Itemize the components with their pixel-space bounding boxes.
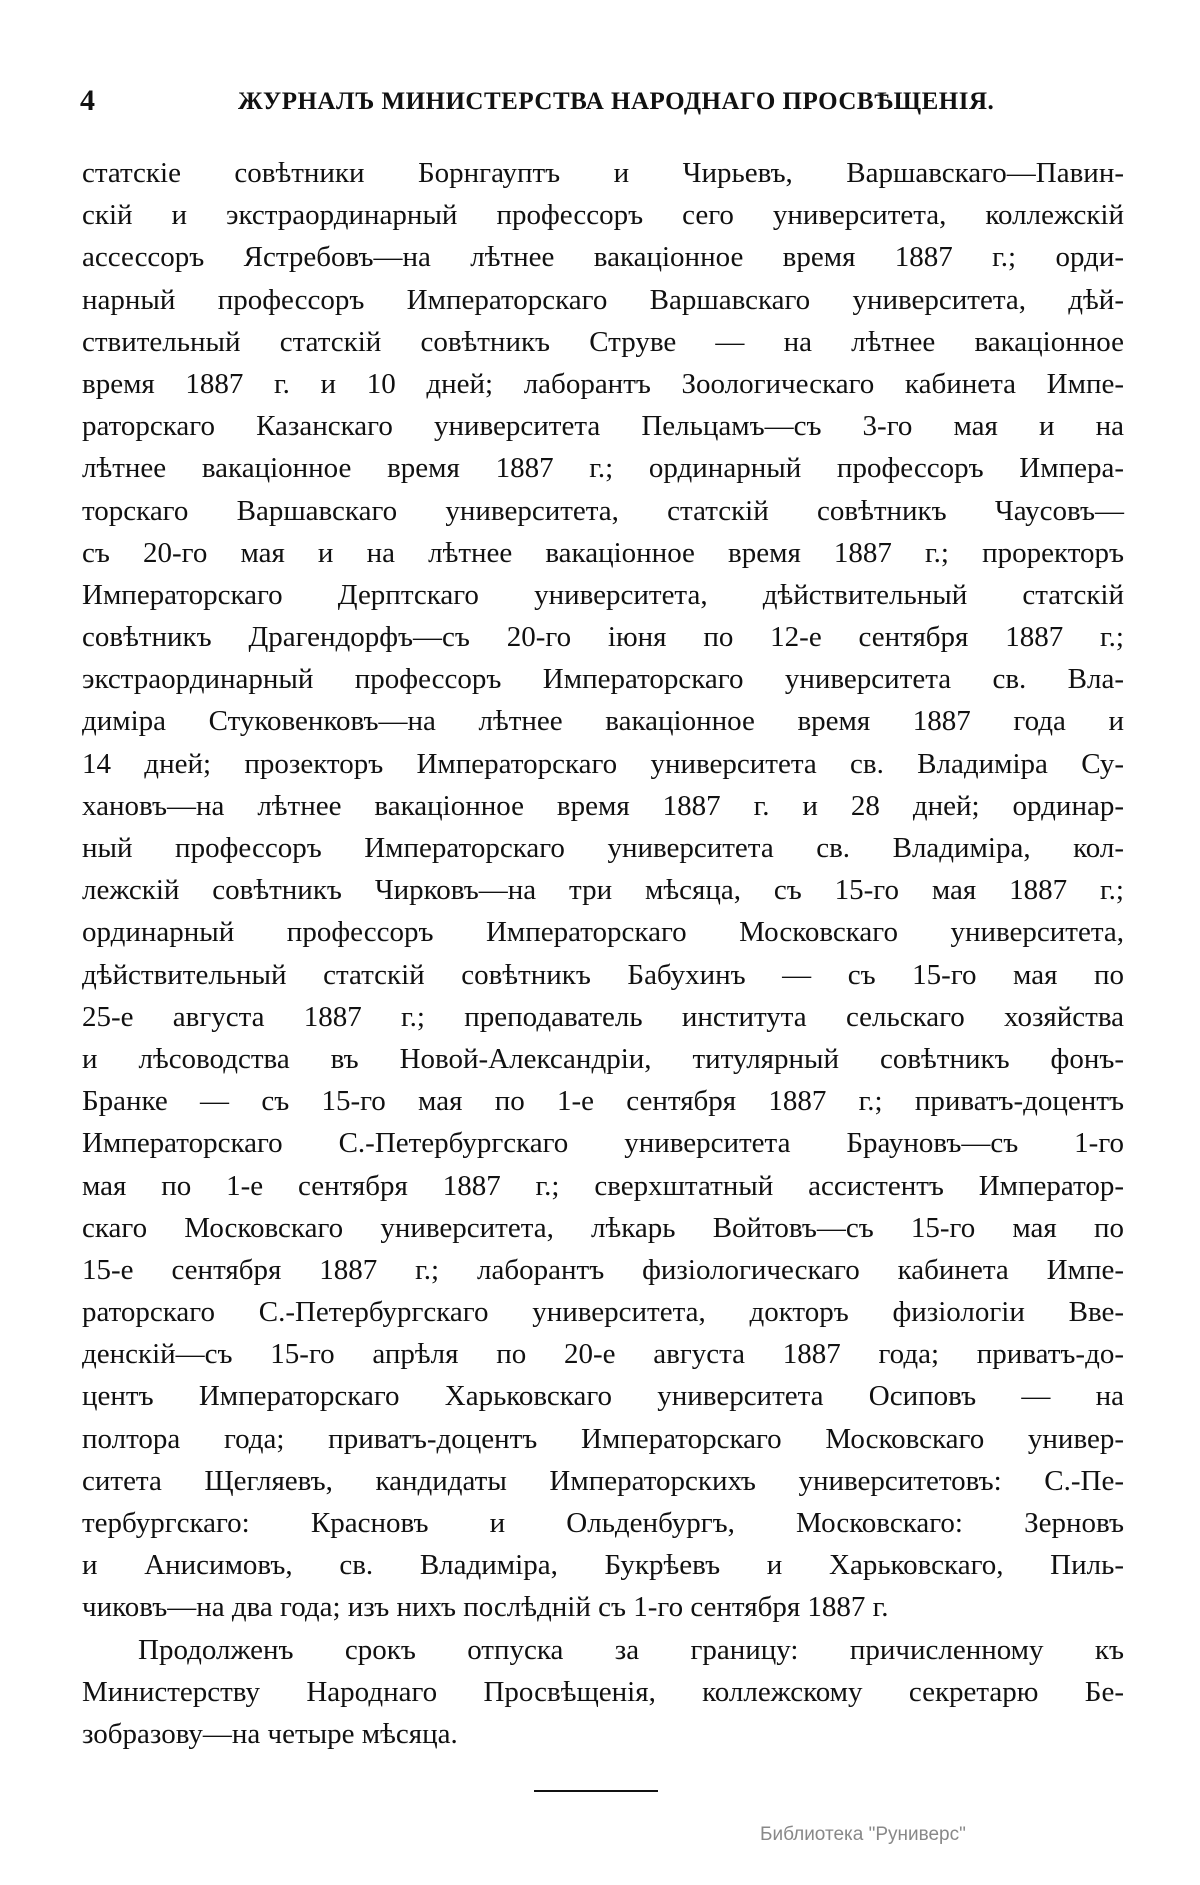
text-line: Императорскаго Дерптскаго университета, дѣйствительный статскій <box>82 578 1124 611</box>
text-line: Продолженъ срокъ отпуска за границу: причисленному къ <box>138 1633 1124 1666</box>
text-line: и Анисимовъ, св. Владиміра, Букрѣевъ и Харьковскаго, Пиль- <box>82 1549 1124 1582</box>
text-line: ный профессоръ Императорскаго университета св. Владиміра, кол- <box>82 832 1124 864</box>
text-line: ствительный статскій совѣтникъ Струве — на лѣтнее вакаціонное <box>82 325 1124 358</box>
text-line: зобразову—на четыре мѣсяца. <box>82 1717 458 1750</box>
text-line: торскаго Варшавскаго университета, статскій совѣтникъ Чаусовъ— <box>82 494 1124 527</box>
text-line: чиковъ—на два года; изъ нихъ послѣдній съ 1-го сентября 1887 г. <box>82 1591 889 1624</box>
text-line: мая по 1-е сентября 1887 г.; сверхштатный ассистентъ Император- <box>82 1169 1124 1202</box>
text-line: статскіе совѣтники Борнгауптъ и Чирьевъ, Варшавскаго—Павин- <box>82 157 1124 189</box>
text-line: хановъ—на лѣтнее вакаціонное время 1887 г. и 28 дней; ординар- <box>82 789 1124 822</box>
text-line: раторскаго Казанскаго университета Пельцамъ—съ 3-го мая и на <box>82 410 1124 443</box>
text-line: центъ Императорскаго Харьковскаго университета Осиповъ — на <box>82 1380 1124 1413</box>
text-line: раторскаго С.-Петербургскаго университета, докторъ физіологіи Вве- <box>82 1296 1124 1329</box>
text-line: и лѣсоводства въ Новой-Александріи, титулярный совѣтникъ фонъ- <box>82 1042 1124 1075</box>
text-line: 14 дней; прозекторъ Императорскаго университета св. Владиміра Су- <box>82 747 1124 780</box>
text-line: Императорскаго С.-Петербургскаго университета Брауновъ—съ 1-го <box>82 1127 1124 1160</box>
text-line: ситета Щегляевъ, кандидаты Императорскихъ университетовъ: С.-Пе- <box>82 1464 1124 1497</box>
page-number: 4 <box>80 84 95 117</box>
text-line: скаго Московскаго университета, лѣкарь Войтовъ—съ 15-го мая по <box>82 1211 1124 1244</box>
text-line: скій и экстраординарный профессоръ сего университета, коллежскій <box>82 199 1124 232</box>
text-line: ординарный профессоръ Императорскаго Московскаго университета, <box>82 916 1124 949</box>
text-line: тербургскаго: Красновъ и Ольденбургъ, Московскаго: Зерновъ <box>82 1507 1124 1539</box>
text-line: экстраординарный профессоръ Императорскаго университета св. Вла- <box>82 663 1124 696</box>
text-line: время 1887 г. и 10 дней; лаборантъ Зоологическаго кабинета Импе- <box>82 367 1124 400</box>
text-line: диміра Стуковенковъ—на лѣтнее вакаціонное время 1887 года и <box>82 705 1124 738</box>
end-rule <box>534 1790 658 1792</box>
library-watermark: Библиотека "Руниверс" <box>760 1824 966 1845</box>
text-line: съ 20-го мая и на лѣтнее вакаціонное время 1887 г.; проректоръ <box>82 536 1124 569</box>
text-line: полтора года; приватъ-доцентъ Императорскаго Московскаго универ- <box>82 1422 1124 1455</box>
text-line: лежскій совѣтникъ Чирковъ—на три мѣсяца, съ 15-го мая 1887 г.; <box>82 874 1124 907</box>
text-line: Министерству Народнаго Просвѣщенія, коллежскому секретарю Бе- <box>82 1675 1124 1708</box>
text-line: лѣтнее вакаціонное время 1887 г.; ординарный профессоръ Импера- <box>82 452 1124 485</box>
text-line: 25-е августа 1887 г.; преподаватель института сельскаго хозяйства <box>82 1000 1124 1033</box>
text-line: ассессоръ Ястребовъ—на лѣтнее вакаціонное время 1887 г.; орди- <box>82 241 1124 274</box>
text-line: денскій—съ 15-го апрѣля по 20-е августа 1887 года; приватъ-до- <box>82 1338 1124 1371</box>
text-line: 15-е сентября 1887 г.; лаборантъ физіологическаго кабинета Импе- <box>82 1253 1124 1286</box>
text-line: дѣйствительный статскій совѣтникъ Бабухинъ — съ 15-го мая по <box>82 958 1124 991</box>
text-line: совѣтникъ Драгендорфъ—съ 20-го іюня по 12-е сентября 1887 г.; <box>82 621 1124 654</box>
text-line: нарный профессоръ Императорскаго Варшавскаго университета, дѣй- <box>82 283 1124 316</box>
page-body <box>82 152 1124 1755</box>
running-title: ЖУРНАЛЪ МИНИСТЕРСТВА НАРОДНАГО ПРОСВѢЩЕНІЯ. <box>238 88 995 115</box>
text-line: Бранке — съ 15-го мая по 1-е сентября 1887 г.; приватъ-доцентъ <box>82 1085 1124 1118</box>
